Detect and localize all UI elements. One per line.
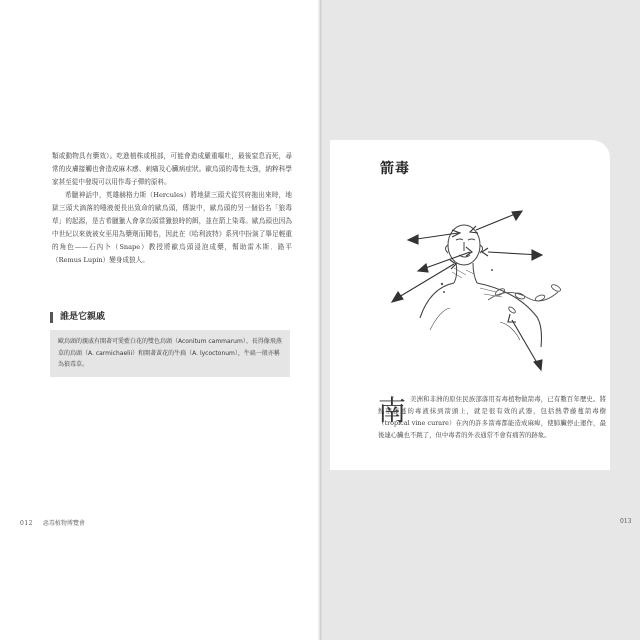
- sidebar-body: 歐烏頭的親戚有開著可愛藍白花的雙色烏頭（Aconitum cammarum）、長得像飛燕草的烏頭（A. carmichaelii）和開著黃花的牛扁（A. lycoctonum），牛扁一般亦稱為狼毒草。: [50, 330, 290, 377]
- relatives-sidebar: [50, 312, 290, 377]
- body-paragraph-2: 希臘神話中，英雄赫格力斯（Hercules）將地獄三頭犬從冥府拖出來時，地獄三頭犬滴落的唾液便長出致命的歐烏頭，傳說中，歐烏頭的另一個俗名「狼毒草」的起源，是古希臘獵人會拿烏頭當獵狼時的餌，並在箭上染毒。歐烏頭也因為中世紀以來就被女巫用為藥劑而聞名，因此在《哈利波特》系列中扮演了舉足輕重的角色——石內卜（Snape）教授將歐烏頭浸泡成藥，幫助雷木斯．路平（Remus Lupin）變身成狼人。: [52, 191, 292, 264]
- gutter-shadow: [318, 0, 322, 640]
- drop-cap: 南: [378, 394, 407, 427]
- page-number-left: 012: [20, 520, 33, 527]
- card-body: 美洲和非洲的原住民族部落用有毒植物做箭毒，已有數百年歷史。將熱帶藤蔓的毒液抹到箭頭上，就是很有效的武器，包括熱帶藤蔓箭毒樹（tropical vine curare）在內的許多箭毒都能造成麻痺，使肺臟停止運作，最後連心臟也不跳了，但中毒者的外表通常不會有痛苦的跡象。: [378, 395, 606, 439]
- neck-outline: [454, 263, 477, 283]
- arrow-4: [482, 248, 542, 260]
- torso-outline: [420, 283, 542, 347]
- face-detail: [456, 239, 475, 257]
- running-title: 惡毒植物博覽會: [42, 520, 85, 527]
- arrow-man-illustration: [380, 200, 580, 380]
- page-number-right: 013: [620, 518, 632, 525]
- arrow-2: [470, 211, 522, 233]
- vine: [488, 283, 562, 314]
- page-title: 箭毒: [380, 161, 410, 177]
- sidebar-title: 誰是它親戚: [50, 312, 290, 323]
- body-paragraph-1: 類或動物具有藥效）。吃進植株或根部，可能會造成嚴重嘔吐，最後窒息而死，尋常的皮膚接觸也會造成麻木感、刺痛及心臟病症狀。歐烏頭的毒性太強，納粹科學家甚至從中發現可以用作毒子彈的原料。: [52, 152, 292, 186]
- arrow-6: [508, 314, 542, 370]
- left-footer: [20, 518, 85, 527]
